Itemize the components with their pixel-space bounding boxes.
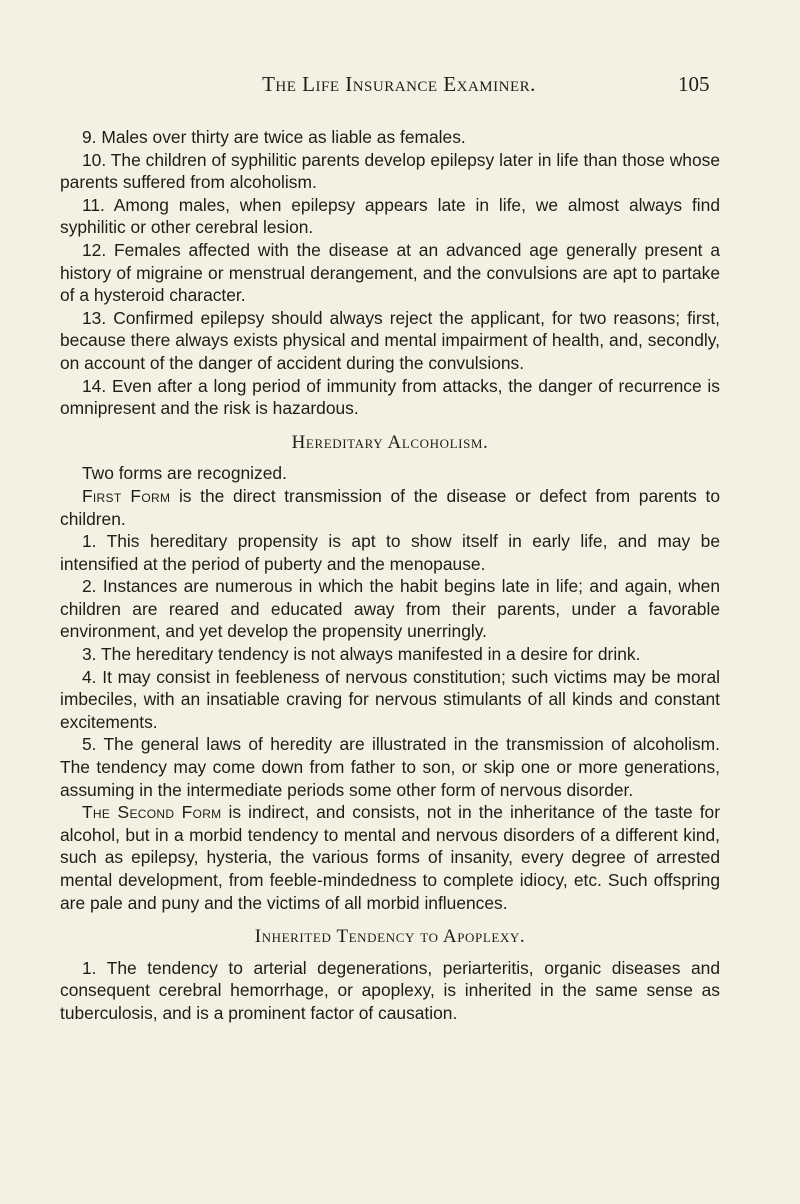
paragraph-item-11: 11. Among males, when epilepsy appears late in life, we almost always find syphilitic or other cerebral lesion. (60, 194, 720, 238)
paragraph-item-13: 13. Confirmed epilepsy should always reject the applicant, for two reasons; first, because there always exists physical and mental impairment of health, and, secondly, on account of the danger of accident during the convulsions. (60, 307, 720, 373)
second-form-label: The Second Form (82, 802, 222, 823)
section-heading-apoplexy: Inherited Tendency to Apoplexy. (254, 926, 526, 948)
first-form-paragraph (60, 485, 720, 530)
second-form-text: is indirect, and consists, not in the inheritance of the taste for alcohol, but in a morbid tendency to mental and nervous disorders of a different kind, such as epilepsy, hysteria, the various forms of insanity, every degree of arrested mental development, from feeble-mindedness to complete idiocy, etc. Such offspring are pale and puny and the victims of all morbid influences. (60, 802, 720, 913)
paragraph-item-12: 12. Females affected with the disease at an advanced age generally present a history of migraine or menstrual derangement, and the convulsions are apt to partake of a hysteroid character. (60, 239, 720, 306)
paragraph-item-10: 10. The children of syphilitic parents develop epilepsy later in life than those whose parents suffered from alcoholism. (60, 149, 720, 193)
page-number: 105 (678, 72, 710, 96)
second-form-paragraph (60, 801, 720, 914)
alcoholism-item-3: 3. The hereditary tendency is not always manifested in a desire for drink. (82, 644, 641, 665)
first-form-text: is the direct transmission of the disease or defect from parents to children. (60, 485, 720, 529)
paragraph-item-14: 14. Even after a long period of immunity from attacks, the danger of recurrence is omnipresent and the risk is hazardous. (60, 375, 720, 419)
alcoholism-item-1: 1. This hereditary propensity is apt to show itself in early life, and may be intensified at the period of puberty and the menopause. (60, 531, 720, 574)
alcoholism-item-2: 2. Instances are numerous in which the habit begins late in life; and again, when children are reared and educated away from their parents, under a favorable environment, and yet develop the propensity unerringly. (60, 576, 720, 642)
apoplexy-item-1: 1. The tendency to arterial degenerations, periarteritis, organic diseases and consequent cerebral hemorrhage, or apoplexy, is inherited in the same sense as tuberculosis, and is a prominent factor of causation. (60, 957, 720, 1023)
alcoholism-item-4: 4. It may consist in feebleness of nervous constitution; such victims may be moral imbeciles, with an insatiable craving for nervous stimulants of all kinds and constant excitements. (60, 666, 720, 732)
running-title: The Life Insurance Examiner. (262, 72, 536, 96)
paragraph-item-9: 9. Males over thirty are twice as liable as females. (82, 127, 466, 147)
alcoholism-intro: Two forms are recognized. (82, 463, 287, 484)
body-text (60, 126, 720, 1025)
first-form-label: First Form (82, 485, 171, 506)
alcoholism-item-5: 5. The general laws of heredity are illustrated in the transmission of alcoholism. The tendency may come down from father to son, or skip one or more generations, assuming in the intermediate periods some other form of nervous disorder. (60, 734, 720, 800)
section-heading-hereditary-alcoholism: Hereditary Alcoholism. (291, 431, 489, 453)
